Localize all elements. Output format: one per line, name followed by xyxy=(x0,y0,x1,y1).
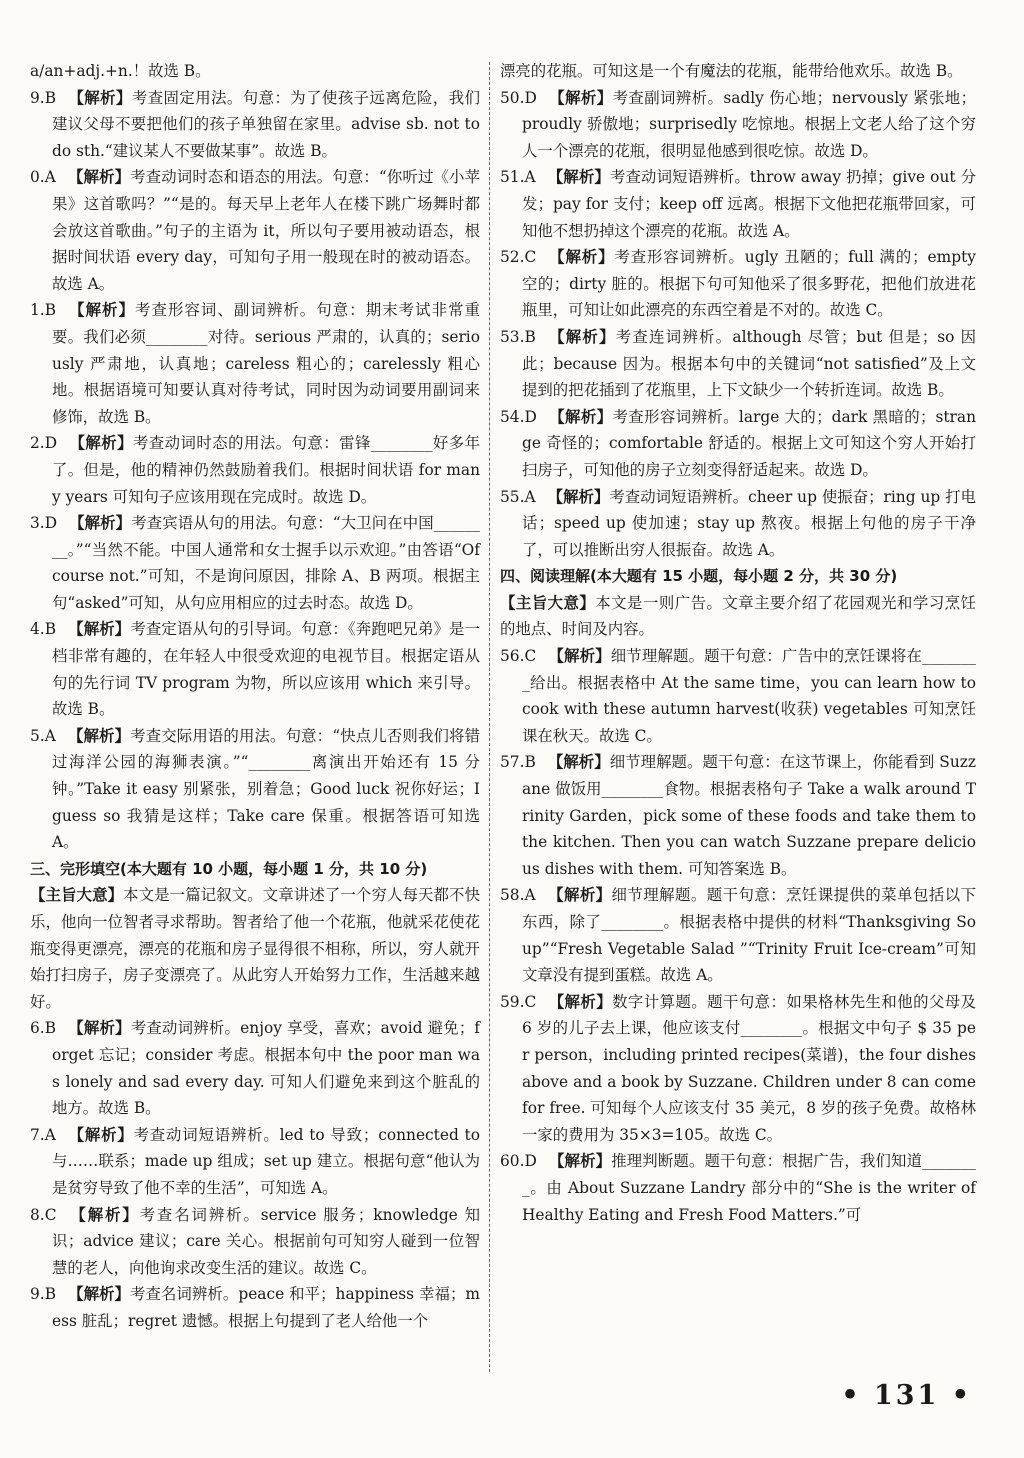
answer-letter: D xyxy=(44,434,58,453)
question-number: 0. xyxy=(30,168,45,187)
answer-letter: A xyxy=(44,726,56,745)
explanation-text: 考查动词时态和语态的用法。句意：“你听过《小苹果》这首歌吗？”“是的。每天早上老年人在楼下跳广场舞时都会放这首歌曲。”句子的主语为 it，所以句子要用被动语态，根据时间状语 every day，可知句子用一般现在时的被动语态。故选 A。 xyxy=(52,168,480,293)
analysis-tag: 【解析】 xyxy=(68,1019,131,1038)
analysis-tag: 【解析】 xyxy=(67,726,131,745)
continued-text: 漂亮的花瓶。可知这是一个有魔法的花瓶，能带给他欢乐。故选 B。 xyxy=(500,62,963,80)
answer-item xyxy=(500,404,976,484)
answer-item xyxy=(30,723,480,856)
answer-letter: B xyxy=(524,327,536,346)
question-number: 60. xyxy=(500,1152,525,1171)
analysis-tag: 【解析】 xyxy=(68,1205,140,1224)
explanation-text: 考查动词时态的用法。句意：雷锋________好多年了。但是，他的精神仍然鼓励着我们。根据时间状语 for many years 可知句子应该用现在完成时。故选 D。 xyxy=(52,434,480,506)
answer-item xyxy=(30,85,480,165)
question-number: 53. xyxy=(500,327,525,346)
explanation-text: 考查定语从句的引导词。句意：《奔跑吧兄弟》是一档非常有趣的，在年轻人中很受欢迎的电视节目。根据定语从句的先行词 TV program 为物，所以应该用 which 来引导。故选 B。 xyxy=(52,620,480,719)
answer-item xyxy=(30,510,480,616)
question-number: 56. xyxy=(500,647,525,666)
answer-letter: A xyxy=(524,886,536,905)
question-number: 2. xyxy=(30,434,45,453)
answer-letter: B xyxy=(44,1285,56,1304)
explanation-text: 推理判断题。题干句意：根据广告，我们知道________。由 About Suzzane Landry 部分中的“She is the writer of Healthy Eating and Fresh Food Matters.”可 xyxy=(522,1152,976,1224)
answer-item xyxy=(500,1148,976,1228)
analysis-tag: 【解析】 xyxy=(69,514,132,533)
answer-letter: B xyxy=(44,301,56,320)
analysis-tag: 【解析】 xyxy=(548,992,613,1011)
question-number: 8. xyxy=(30,1205,45,1224)
analysis-tag: 【解析】 xyxy=(68,88,132,107)
answer-item xyxy=(30,616,480,722)
page-number: • 131 • xyxy=(841,1380,972,1411)
explanation-text: 细节理解题。题干句意：广告中的烹饪课将在________给出。根据表格中 At the same time，you can learn how to cook with these autumn harvest(收获) vegetables 可知烹饪课在秋天。故选 C。 xyxy=(522,647,976,745)
section-heading: 四、阅读理解(本大题有 15 小题，每小题 2 分，共 30 分) xyxy=(500,567,898,586)
answer-item xyxy=(30,297,480,430)
analysis-tag: 【解析】 xyxy=(67,168,131,187)
summary-paragraph xyxy=(500,590,976,643)
answer-item xyxy=(30,164,480,297)
explanation-text: 细节理解题。题干句意：在这节课上，你能看到 Suzzane 做饭用________食物。根据表格句子 Take a walk around Trinity Garden，pick some of these foods and take them to the kitchen. Then you can watch Suzzane prepare delicious dishes with them. 可知答案选 B。 xyxy=(522,753,976,878)
left-column xyxy=(30,58,480,1335)
explanation-text: 考查固定用法。句意：为了使孩子远离危险，我们建议父母不要把他们的孩子单独留在家里。advise sb. not to do sth.“建议某人不要做某事”。故选 B。 xyxy=(52,88,480,160)
explanation-text: 考查名词辨析。peace 和平；happiness 幸福；mess 脏乱；regret 遗憾。根据上句提到了老人给他一个 xyxy=(52,1285,480,1330)
answer-letter: B xyxy=(44,88,56,107)
right-column xyxy=(500,58,976,1228)
answer-letter: C xyxy=(524,992,537,1011)
analysis-tag: 【解析】 xyxy=(548,248,615,267)
answer-item xyxy=(30,1015,480,1121)
analysis-tag: 【解析】 xyxy=(69,434,133,453)
question-number: 3. xyxy=(30,514,45,533)
answer-letter: D xyxy=(524,88,537,107)
analysis-tag: 【解析】 xyxy=(548,407,613,426)
answer-letter: A xyxy=(44,1125,56,1144)
answer-item xyxy=(500,749,976,882)
section-heading: 三、完形填空(本大题有 10 小题，每小题 1 分，共 10 分) xyxy=(30,859,428,878)
question-number: 1. xyxy=(30,301,45,320)
answer-item xyxy=(30,1122,480,1202)
question-number: 52. xyxy=(500,248,525,267)
explanation-text: 考查形容词、副词辨析。句意：期末考试非常重要。我们必须________对待。serious 严肃的，认真的；seriously 严肃地，认真地；careless 粗心的；carelessly 粗心地。根据语境可知要认真对待考试，同时因为动词要用副词来修饰，故选 B。 xyxy=(52,301,480,426)
answer-item xyxy=(500,164,976,244)
answer-letter: D xyxy=(524,1152,537,1171)
analysis-tag: 【解析】 xyxy=(68,1285,130,1304)
question-number: 58. xyxy=(500,886,525,905)
answer-letter: B xyxy=(44,620,56,639)
analysis-tag: 【解析】 xyxy=(68,301,136,320)
answer-item xyxy=(500,324,976,404)
answer-letter: A xyxy=(524,168,536,187)
question-number: 59. xyxy=(500,992,525,1011)
question-number: 7. xyxy=(30,1125,45,1144)
explanation-text: 考查动词短语辨析。throw away 扔掉；give out 分发；pay for 支付；keep off 远离。根据下文他把花瓶带回家，可知他不想扔掉这个漂亮的花瓶。故选 A。 xyxy=(522,168,976,240)
question-number: 9. xyxy=(30,88,45,107)
analysis-tag: 【解析】 xyxy=(547,168,610,187)
explanation-text: 考查动词短语辨析。cheer up 使振奋；ring up 打电话；speed up 使加速；stay up 熬夜。根据上句他的房子干净了，可以推断出穷人很振奋。故选 A。 xyxy=(522,487,976,559)
question-number: 4. xyxy=(30,620,45,639)
answer-letter: D xyxy=(524,407,537,426)
question-number: 6. xyxy=(30,1019,45,1038)
summary-text: 本文是一则广告。文章主要介绍了花园观光和学习烹饪的地点、时间及内容。 xyxy=(500,593,976,639)
answer-letter: C xyxy=(524,248,537,267)
summary-paragraph xyxy=(30,882,480,1015)
answer-item xyxy=(30,430,480,510)
analysis-tag: 【解析】 xyxy=(67,1125,134,1144)
explanation-text: 数字计算题。题干句意：如果格林先生和他的父母及 6 岁的儿子去上课，他应该支付________。根据文中句子 $ 35 per person，including printed recipes(菜谱)，the four dishes above and a book by Suzzane. Children under 8 can come for free. 可知每个人应该支付 35 美元，8 岁的孩子免费。故格林一家的费用为 35×3=105。故选 C。 xyxy=(522,992,976,1144)
analysis-tag: 【解析】 xyxy=(547,886,612,905)
question-number: 51. xyxy=(500,168,525,187)
answer-item xyxy=(500,85,976,165)
answer-letter: C xyxy=(44,1205,57,1224)
explanation-text: 考查交际用语的用法。句意：“快点儿否则我们将错过海洋公园的海狮表演。”“________离演出开始还有 15 分钟。”Take it easy 别紧张，别着急；Good luck 祝你好运；I guess so 我猜是这样；Take care 保重。根据答语可知选 A。 xyxy=(52,726,480,852)
question-number: 55. xyxy=(500,487,525,506)
explanation-text: 考查宾语从句的用法。句意：“大卫问在中国________。”“当然不能。中国人通常和女士握手以示欢迎。”由答语“Of course not.”可知，不是询问原因，排除 A、B 两项。根据主句“asked”可知，从句应用相应的过去时态。故选 D。 xyxy=(52,514,480,612)
question-number: 50. xyxy=(500,88,525,107)
explanation-text: 细节理解题。题干句意：烹饪课提供的菜单包括以下东西，除了________。根据表格中提供的材料“Thanksgiving Soup”“Fresh Vegetable Salad ”“Trinity Fruit Ice-cream”可知文章没有提到蛋糕。故选 A。 xyxy=(522,886,976,985)
analysis-tag: 【解析】 xyxy=(547,487,610,506)
answer-letter: B xyxy=(44,1019,56,1038)
analysis-tag: 【解析】 xyxy=(548,88,613,107)
explanation-text: 考查动词辨析。enjoy 享受，喜欢；avoid 避免；forget 忘记；consider 考虑。根据本句中 the poor man was lonely and sad every day. 可知人们避免来到这个脏乱的地方。故选 B。 xyxy=(52,1019,480,1118)
explanation-text: 考查形容词辨析。large 大的；dark 黑暗的；strange 奇怪的；comfortable 舒适的。根据上文可知这个穷人开始打扫房子，可知他的房子立刻变得舒适起来。故选 D。 xyxy=(522,407,976,479)
answer-item xyxy=(500,989,976,1149)
analysis-tag: 【解析】 xyxy=(547,753,610,772)
answer-item xyxy=(500,484,976,564)
analysis-tag: 【解析】 xyxy=(68,620,131,639)
summary-tag: 【主旨大意】 xyxy=(30,886,124,905)
answer-item xyxy=(30,1281,480,1334)
answer-item xyxy=(500,643,976,749)
answer-letter: C xyxy=(524,647,537,666)
question-number: 9. xyxy=(30,1285,45,1304)
answer-item xyxy=(500,244,976,324)
analysis-tag: 【解析】 xyxy=(548,647,611,666)
explanation-text: 考查连词辨析。although 尽管；but 但是；so 因此；because 因为。根据本句中的关键词“not satisfied”及上文提到的把花插到了花瓶里，上下文缺少一个转折连词。故选 B。 xyxy=(522,327,976,400)
summary-text: 本文是一篇记叙文。文章讲述了一个穷人每天都不快乐，他向一位智者寻求帮助。智者给了他一个花瓶，他就采花使花瓶变得更漂亮，漂亮的花瓶和房子显得很不相称，所以，穷人就开始打扫房子，房子变漂亮了。从此穷人开始努力工作，生活越来越好。 xyxy=(30,886,480,1011)
continued-text: a/an+adj.+n.！故选 B。 xyxy=(30,62,211,80)
column-divider xyxy=(489,62,490,1372)
answer-letter: D xyxy=(44,514,58,533)
explanation-text: 考查动词短语辨析。led to 导致；connected to 与……联系；made up 组成；set up 建立。根据句意“他认为是贫穷导致了他不幸的生活”，可知选 A。 xyxy=(52,1125,480,1197)
question-number: 5. xyxy=(30,726,45,745)
answer-letter: A xyxy=(44,168,56,187)
answer-item xyxy=(500,882,976,988)
explanation-text: 考查名词辨析。service 服务；knowledge 知识；advice 建议；care 关心。根据前句可知穷人碰到一位智慧的老人，向他询求改变生活的建议。故选 C。 xyxy=(52,1205,480,1277)
answer-item xyxy=(30,1202,480,1282)
answer-letter: A xyxy=(524,487,536,506)
analysis-tag: 【解析】 xyxy=(548,1152,612,1171)
analysis-tag: 【解析】 xyxy=(547,327,616,346)
explanation-text: 考查形容词辨析。ugly 丑陋的；full 满的；empty 空的；dirty 脏的。根据下句可知他采了很多野花，把他们放进花瓶里，可知让如此漂亮的东西空着是不对的。故选 C。 xyxy=(522,248,976,320)
answer-letter: B xyxy=(524,753,536,772)
question-number: 54. xyxy=(500,407,525,426)
summary-tag: 【主旨大意】 xyxy=(500,593,596,612)
question-number: 57. xyxy=(500,753,525,772)
explanation-text: 考查副词辨析。sadly 伤心地；nervously 紧张地；proudly 骄傲地；surprisedly 吃惊地。根据上文老人给了这个穷人一个漂亮的花瓶，很明显他感到很吃惊。故选 D。 xyxy=(522,88,976,160)
